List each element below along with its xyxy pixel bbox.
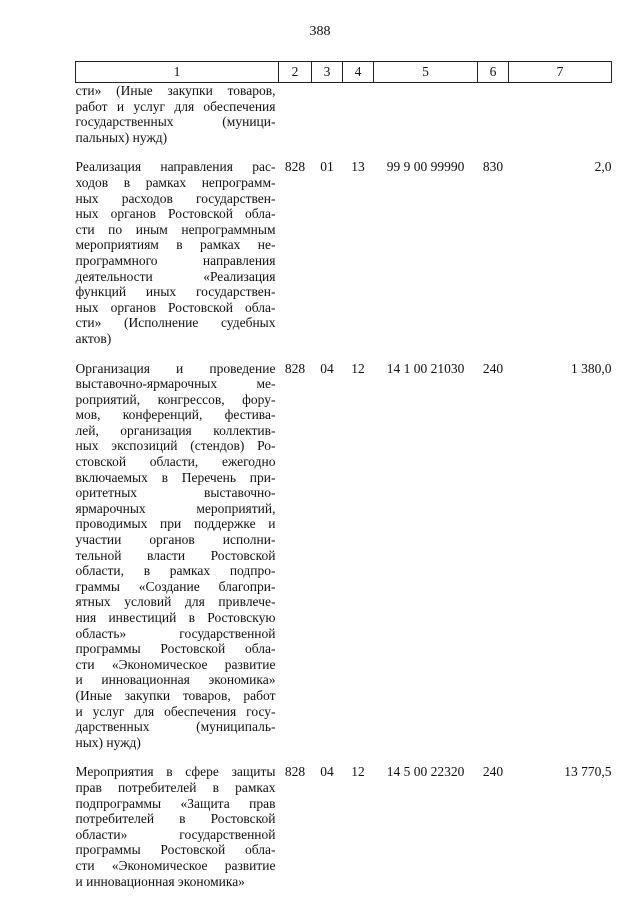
expense-type-cell: 830 [482, 159, 504, 175]
description-line: области» государственной [75, 826, 276, 842]
description-line: мов, конференций, фестива- [75, 407, 276, 423]
expense-type-cell: 240 [482, 360, 504, 376]
row-spacer [76, 145, 612, 159]
description-line: программного направления [75, 252, 276, 268]
description-line: функций иных государствен- [75, 284, 276, 300]
column-header-4: 4 [343, 62, 374, 83]
column-header-6: 6 [478, 62, 509, 83]
description-line: ятных условий для привлече- [75, 594, 276, 610]
expense-type-cell: 240 [482, 764, 504, 780]
description-line: ных экспозиций (стендов) Ро- [75, 438, 276, 454]
row-spacer-cell [76, 750, 612, 764]
budget-table [75, 61, 612, 889]
description-line: актов) [75, 330, 112, 346]
row-spacer [76, 347, 612, 361]
column-header-5: 5 [374, 62, 478, 83]
description-line: сти «Экономическое развитие [75, 656, 276, 672]
description-line: государственных (муници- [75, 114, 276, 130]
description-line: и инновационная экономика» [75, 873, 245, 889]
page-number: 388 [309, 24, 331, 39]
column-header-2: 2 [279, 62, 312, 83]
target-article-cell [374, 83, 478, 146]
description-line: Реализация направления рас- [75, 159, 276, 175]
description-line: сти» (Иные закупки товаров, [75, 83, 276, 98]
description-line: Организация и проведение [75, 360, 276, 376]
ministry-code-cell: 828 [284, 764, 306, 780]
description-line: включаемых в Перечень при- [75, 469, 276, 485]
column-header-1: 1 [76, 62, 279, 83]
target-article-cell: 14 1 00 21030 [386, 360, 465, 376]
description-cell [76, 83, 279, 146]
description-cell [76, 361, 279, 751]
description-line: пальных) нужд) [75, 129, 168, 145]
description-line: ярмарочных мероприятий, [75, 500, 276, 516]
section-code-cell: 04 [320, 764, 334, 780]
table-header-row [76, 62, 612, 83]
description-line: стовской области, ежегодно [75, 454, 276, 470]
subsection-code-cell: 12 [351, 360, 365, 376]
description-line: потребителей в Ростовской [75, 811, 276, 827]
target-article-cell: 99 9 00 99990 [386, 159, 465, 175]
ministry-code-cell: 828 [284, 360, 306, 376]
table-row [76, 83, 612, 146]
description-line: сти по иным непрограммным [75, 221, 276, 237]
expense-type-cell [478, 83, 509, 146]
subsection-code-cell [343, 83, 374, 146]
column-header-3: 3 [312, 62, 343, 83]
description-line: участии органов исполни- [75, 532, 276, 548]
description-line: ных) нужд) [75, 734, 141, 750]
description-line: выставочно-ярмарочных ме- [75, 376, 276, 392]
row-spacer [76, 750, 612, 764]
description-line: работ и услуг для обеспечения [75, 98, 276, 114]
ministry-code-cell [279, 83, 312, 146]
table-row [76, 361, 612, 751]
description-line: прав потребителей в рамках [75, 779, 276, 795]
description-line: область» государственной [75, 625, 276, 641]
column-header-7: 7 [509, 62, 612, 83]
amount-cell: 13 770,5 [564, 764, 612, 780]
table-body [76, 83, 612, 890]
description-line: области, в рамках подпро- [75, 563, 276, 579]
subsection-code-cell: 13 [351, 159, 365, 175]
description-line: деятельности «Реализация [75, 268, 276, 284]
section-code-cell: 01 [320, 159, 334, 175]
table-row [76, 764, 612, 889]
description-line: лей, организация коллектив- [75, 422, 276, 438]
description-line: сти «Экономическое развитие [75, 857, 276, 873]
description-cell [76, 159, 279, 346]
description-line: дарственных (муниципаль- [75, 719, 276, 735]
description-line: программы Ростовской обла- [75, 641, 276, 657]
description-line: ных органов Ростовской обла- [75, 206, 276, 222]
description-line: (Иные закупки товаров, работ [75, 687, 276, 703]
description-line: ных расходов государствен- [75, 190, 276, 206]
description-line: оритетных выставочно- [75, 485, 276, 501]
description-line: роприятий, конгрессов, фору- [75, 391, 276, 407]
description-cell [76, 764, 279, 889]
description-line: ходов в рамках непрограмм- [75, 174, 276, 190]
section-code-cell [312, 83, 343, 146]
description-line: подпрограммы «Защита прав [75, 795, 276, 811]
description-line: ных органов Ростовской обла- [75, 299, 276, 315]
section-code-cell: 04 [320, 360, 334, 376]
row-spacer-cell [76, 347, 612, 361]
amount-cell: 1 380,0 [571, 360, 612, 376]
amount-cell [509, 83, 612, 146]
description-line: тельной власти Ростовской [75, 547, 276, 563]
description-line: мероприятиям в рамках не- [75, 237, 276, 253]
description-line: проводимых при поддержке и [75, 516, 276, 532]
target-article-cell: 14 5 00 22320 [386, 764, 465, 780]
description-line: ния инвестиций в Ростовскую [75, 610, 276, 625]
description-line: и услуг для обеспечения госу- [75, 703, 276, 719]
description-line: программы Ростовской обла- [75, 842, 276, 858]
table-row [76, 159, 612, 346]
description-line: сти» (Исполнение судебных [75, 315, 276, 331]
subsection-code-cell: 12 [351, 764, 365, 780]
amount-cell: 2,0 [594, 159, 612, 175]
row-spacer-cell [76, 145, 612, 159]
description-line: и инновационная экономика» [75, 672, 276, 688]
description-line: Мероприятия в сфере защиты [75, 764, 276, 780]
ministry-code-cell: 828 [284, 159, 306, 175]
description-line: граммы «Создание благопри- [75, 578, 276, 594]
